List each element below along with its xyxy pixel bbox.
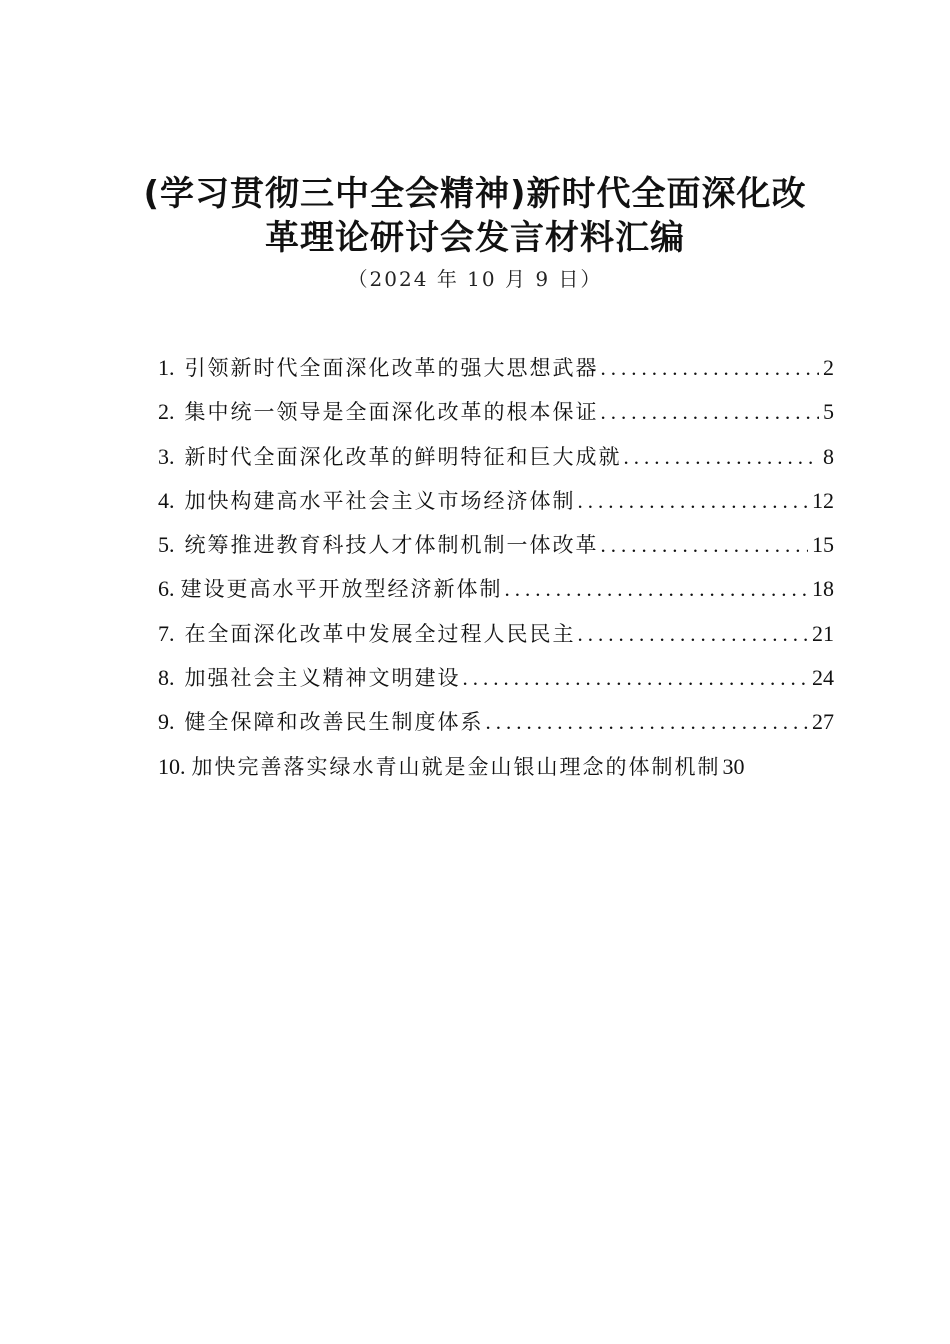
document-date: （2024 年 10 月 9 日） <box>347 267 603 291</box>
toc-dot-leader <box>505 567 809 611</box>
toc-entry-page: 8 <box>823 443 834 469</box>
toc-entry-number: 8. <box>158 665 175 691</box>
toc-entry[interactable] <box>158 656 834 700</box>
toc-entry-number: 2. <box>158 399 175 425</box>
toc-entry-title: 在全面深化改革中发展全过程人民民主 <box>184 621 576 646</box>
toc-dot-leader <box>578 612 809 656</box>
toc-entry-title: 建设更高水平开放型经济新体制 <box>180 577 503 602</box>
toc-entry-number: 9. <box>158 709 175 735</box>
toc-entry-title: 加强社会主义精神文明建设 <box>184 666 461 691</box>
table-of-contents <box>158 346 834 789</box>
toc-entry-page: 2 <box>823 355 834 380</box>
toc-entry[interactable] <box>158 479 834 523</box>
toc-entry-title: 健全保障和改善民生制度体系 <box>184 710 484 735</box>
toc-entry-number: 3. <box>158 443 175 469</box>
toc-dot-leader <box>578 479 809 523</box>
document-title-line-1: (学习贯彻三中全会精神)新时代全面深化改 <box>143 174 807 214</box>
toc-entry-page: 30 <box>722 753 745 779</box>
toc-entry-title: 加快构建高水平社会主义市场经济体制 <box>184 488 576 513</box>
toc-entry[interactable] <box>158 612 834 656</box>
toc-dot-leader <box>624 435 820 479</box>
toc-entry-number: 1. <box>158 355 175 380</box>
toc-entry-title: 统筹推进教育科技人才体制机制一体改革 <box>184 533 599 558</box>
toc-dot-leader <box>601 346 820 390</box>
toc-entry[interactable] <box>158 700 834 744</box>
toc-entry-number: 5. <box>158 532 175 558</box>
toc-entry[interactable] <box>158 390 834 434</box>
toc-dot-leader <box>463 656 809 700</box>
toc-entry-page: 18 <box>812 576 834 602</box>
toc-entry[interactable] <box>158 567 834 611</box>
toc-dot-leader <box>601 390 820 434</box>
document-title-line-2: 革理论研讨会发言材料汇编 <box>265 218 685 258</box>
toc-entry[interactable] <box>158 435 834 479</box>
toc-entry-page: 5 <box>823 399 834 425</box>
toc-entry-page: 15 <box>812 532 834 558</box>
toc-entry-number: 6. <box>158 576 175 602</box>
toc-entry[interactable] <box>158 523 834 567</box>
toc-entry-title: 集中统一领导是全面深化改革的根本保证 <box>184 400 599 425</box>
toc-entry-number: 4. <box>158 487 175 513</box>
toc-entry-page: 12 <box>812 487 834 513</box>
toc-entry-page: 24 <box>812 665 834 691</box>
toc-entry-title: 加快完善落实绿水青山就是金山银山理念的体制机制 <box>191 754 721 779</box>
toc-entry[interactable] <box>158 346 834 390</box>
toc-entry-page: 27 <box>812 709 834 735</box>
toc-entry-page: 21 <box>812 620 834 646</box>
toc-dot-leader <box>486 700 809 744</box>
toc-entry-number: 7. <box>158 620 175 646</box>
toc-entry[interactable] <box>158 745 834 789</box>
toc-entry-number: 10. <box>158 753 186 779</box>
toc-dot-leader <box>601 523 809 567</box>
toc-entry-title: 新时代全面深化改革的鲜明特征和巨大成就 <box>184 444 622 469</box>
toc-entry-title: 引领新时代全面深化改革的强大思想武器 <box>184 356 599 380</box>
